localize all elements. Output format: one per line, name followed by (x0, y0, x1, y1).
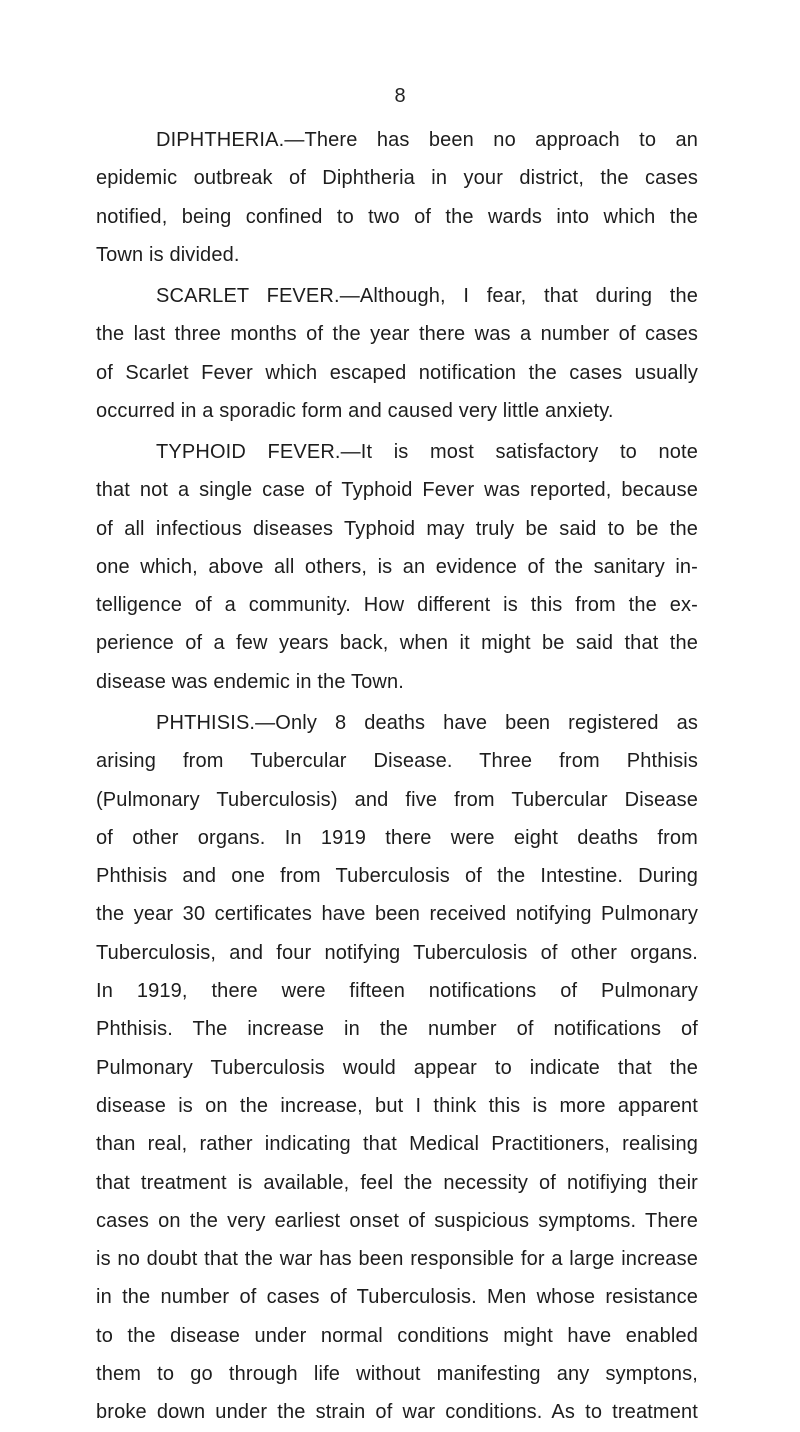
paragraph-line: Phthisis and one from Tuberculosis of the Intestine. During (96, 865, 698, 888)
paragraph-line: Tuberculosis, and four notifying Tuberculosis of other organs. (96, 941, 698, 964)
paragraph-line: disease was endemic in the Town. (96, 670, 404, 693)
paragraph-line: of all infectious diseases Typhoid may truly be said to be the (96, 517, 698, 540)
paragraph-line: to the disease under normal conditions might have enabled (96, 1324, 698, 1347)
paragraph-line: epidemic outbreak of Diphtheria in your district, the cases (96, 167, 698, 190)
paragraph-line: in the number of cases of Tuberculosis. Men whose resistance (96, 1286, 698, 1309)
typhoid-fever-paragraph (96, 433, 698, 701)
diphtheria-paragraph (96, 121, 698, 274)
paragraph-line: perience of a few years back, when it might be said that the (96, 632, 698, 655)
scarlet-fever-paragraph (96, 277, 698, 430)
paragraph-line: of other organs. In 1919 there were eight deaths from (96, 826, 698, 849)
paragraph-line: the last three months of the year there was a number of cases (96, 323, 698, 346)
paragraph-line: occurred in a sporadic form and caused very little anxiety. (96, 399, 614, 422)
paragraph-line: is no doubt that the war has been responsible for a large increase (96, 1248, 698, 1271)
paragraph-line: (Pulmonary Tuberculosis) and five from Tubercular Disease (96, 788, 698, 811)
paragraph-line: Phthisis. The increase in the number of notifications of (96, 1018, 698, 1041)
paragraph-line: disease is on the increase, but I think this is more apparent (96, 1094, 698, 1117)
paragraph-line: one which, above all others, is an evidence of the sanitary in- (96, 555, 698, 578)
paragraph-line: the year 30 certificates have been received notifying Pulmonary (96, 903, 698, 926)
paragraph-line: that treatment is available, feel the necessity of notifiying their (96, 1171, 698, 1194)
paragraph-line: PHTHISIS.—Only 8 deaths have been registered as (156, 712, 698, 734)
paragraph-line: In 1919, there were fifteen notifications of Pulmonary (96, 980, 698, 1003)
paragraph-line: of Scarlet Fever which escaped notification the cases usually (96, 361, 698, 384)
paragraph-line: than real, rather indicating that Medical Practitioners, realising (96, 1133, 698, 1156)
phthisis-paragraph (96, 704, 698, 1432)
paragraph-line: arising from Tubercular Disease. Three from Phthisis (96, 750, 698, 773)
paragraph-line: Pulmonary Tuberculosis would appear to indicate that the (96, 1056, 698, 1079)
paragraph-line: telligence of a community. How different is this from the ex- (96, 594, 698, 617)
paragraph-line: them to go through life without manifesting any symptons, (96, 1363, 698, 1386)
paragraph-line: TYPHOID FEVER.—It is most satisfactory to note (156, 441, 698, 463)
paragraph-line: DIPHTHERIA.—There has been no approach to an (156, 129, 698, 151)
page-number: 8 (394, 85, 406, 107)
paragraph-line: broke down under the strain of war conditions. As to treatment (96, 1401, 698, 1424)
paragraph-line: notified, being confined to two of the wards into which the (96, 205, 698, 228)
paragraph-line: that not a single case of Typhoid Fever was reported, because (96, 479, 698, 502)
paragraph-line: SCARLET FEVER.—Although, I fear, that during the (156, 285, 698, 307)
paragraph-line: Town is divided. (96, 243, 240, 266)
paragraph-line: cases on the very earliest onset of suspicious symptoms. There (96, 1209, 698, 1232)
